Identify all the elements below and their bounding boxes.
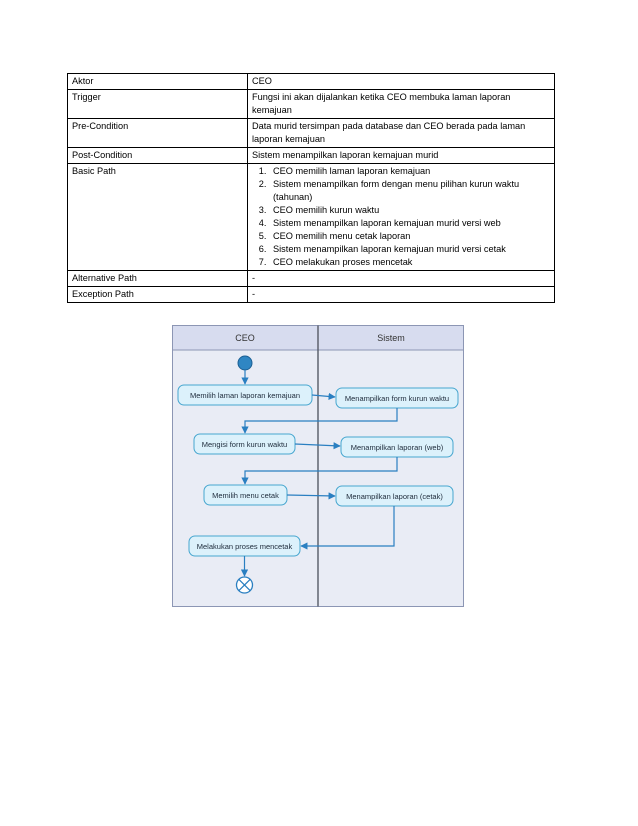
activity-diagram [172, 325, 464, 607]
activity-label: Memilih menu cetak [212, 491, 279, 500]
activity-label: Melakukan proses mencetak [196, 542, 293, 551]
activity-label: Memilih laman laporan kemajuan [189, 391, 301, 400]
exception-path-label: Exception Path [68, 287, 248, 303]
table-row-postcondition [68, 148, 555, 164]
precondition-value: Data murid tersimpan pada database dan CEO berada pada laman laporan kemajuan [248, 119, 555, 148]
activity-label: Menampilkan form kurun waktu [344, 394, 450, 403]
actor-label: Aktor [68, 74, 248, 90]
basic-path-step: 5. CEO memilih menu cetak laporan [269, 230, 550, 243]
trigger-label: Trigger [68, 90, 248, 119]
trigger-value: Fungsi ini akan dijalankan ketika CEO membuka laman laporan kemajuan [248, 90, 555, 119]
activity-label: Menampilkan laporan (cetak) [346, 492, 443, 501]
table-row-actor [68, 74, 555, 90]
table-row-basic-path [68, 164, 555, 271]
lane-title-ceo: CEO [235, 333, 255, 343]
basic-path-step: 6. Sistem menampilkan laporan kemajuan murid versi cetak [269, 243, 550, 256]
table-row-precondition [68, 119, 555, 148]
basic-path-value [248, 164, 555, 271]
basic-path-label: Basic Path [68, 164, 248, 271]
alternative-path-label: Alternative Path [68, 271, 248, 287]
postcondition-label: Post-Condition [68, 148, 248, 164]
use-case-table [67, 73, 555, 303]
start-node [238, 356, 252, 370]
basic-path-steps [252, 165, 550, 269]
basic-path-step: 7. CEO melakukan proses mencetak [269, 256, 550, 269]
activity-label: Menampilkan laporan (web) [350, 443, 444, 452]
basic-path-step: 3. CEO memilih kurun waktu [269, 204, 550, 217]
table-row-exception-path [68, 287, 555, 303]
table-row-trigger [68, 90, 555, 119]
activity-label: Mengisi form kurun waktu [201, 440, 288, 449]
basic-path-step: 1. CEO memilih laman laporan kemajuan [269, 165, 550, 178]
actor-value: CEO [248, 74, 555, 90]
basic-path-step: 2. Sistem menampilkan form dengan menu pilihan kurun waktu (tahunan) [269, 178, 550, 204]
alternative-path-value: - [248, 271, 555, 287]
lane-title-sistem: Sistem [377, 333, 405, 343]
postcondition-value: Sistem menampilkan laporan kemajuan murid [248, 148, 555, 164]
end-node [237, 577, 253, 593]
table-row-alternative-path [68, 271, 555, 287]
exception-path-value: - [248, 287, 555, 303]
basic-path-step: 4. Sistem menampilkan laporan kemajuan murid versi web [269, 217, 550, 230]
precondition-label: Pre-Condition [68, 119, 248, 148]
